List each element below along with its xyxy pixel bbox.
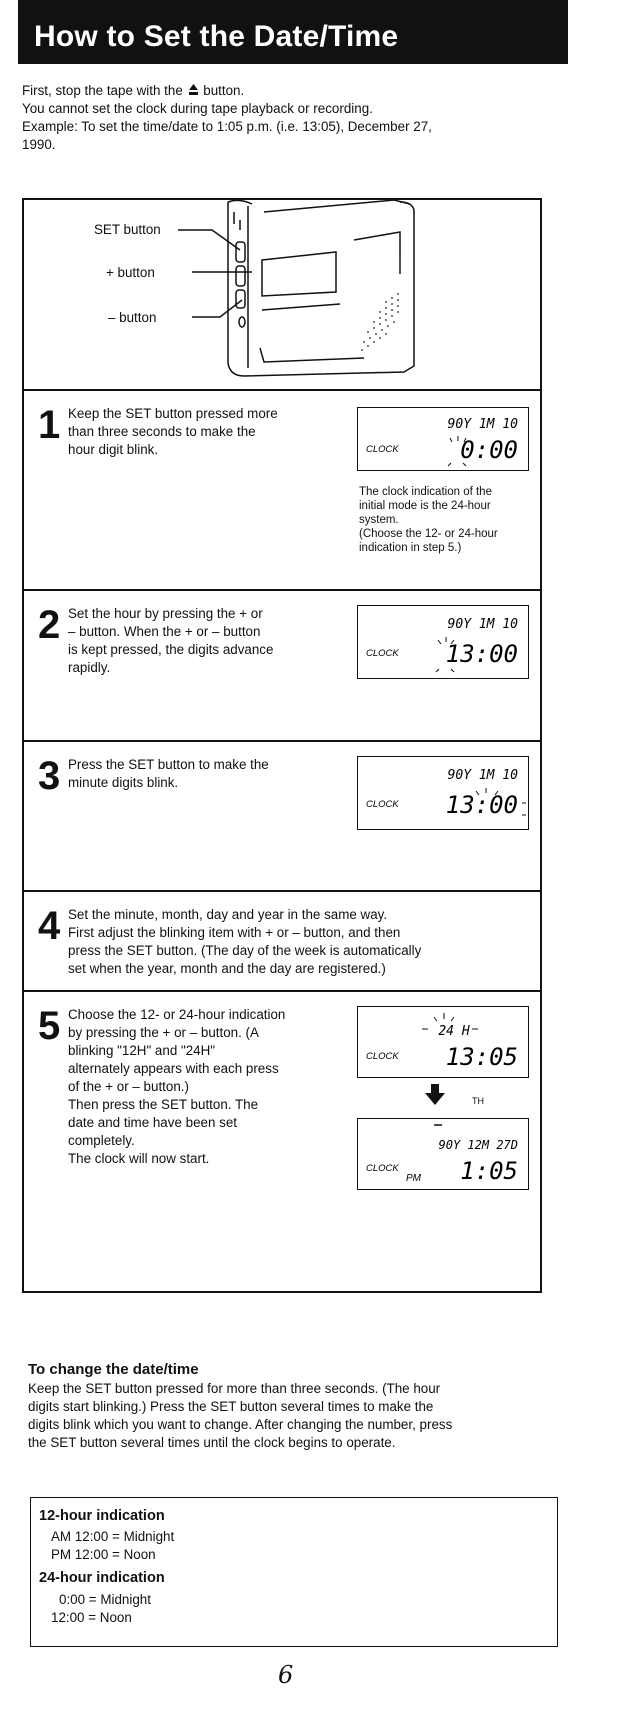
eject-icon xyxy=(189,84,198,96)
display-date: 90Y 1M 10 xyxy=(447,417,518,432)
display-date: 90Y 1M 10 xyxy=(447,768,518,783)
display-date: 90Y 1M 10 xyxy=(447,617,518,632)
device-diagram xyxy=(24,198,540,390)
12-hour-heading: 12-hour indication xyxy=(39,1508,165,1524)
step-2-text: Set the hour by pressing the + or – button. When the + or – button is kept pressed, the digits advance rapidly. xyxy=(68,606,274,675)
step-5-display-24h xyxy=(357,1006,529,1078)
display-time: 0:00 xyxy=(460,436,518,464)
step-4-text: Set the minute, month, day and year in the same way. First adjust the blinking item with + or – button, and then press the SET button. (The day of the week is automatically set when the year, month and the day are registered.) xyxy=(68,907,422,976)
step-4-number: 4 xyxy=(38,904,61,948)
display-clock-label: CLOCK xyxy=(366,444,399,455)
recorder-illustration xyxy=(164,198,424,388)
step-5-number: 5 xyxy=(38,1004,61,1048)
display-mode: 24 H xyxy=(438,1024,470,1039)
step-3 xyxy=(24,740,540,892)
page-number: 6 xyxy=(278,1661,294,1689)
24-hour-row-1: 0:00 = Midnight xyxy=(59,1592,151,1607)
display-ampm: PM xyxy=(406,1173,421,1184)
step-3-number: 3 xyxy=(38,754,61,798)
display-clock-label: CLOCK xyxy=(366,799,399,810)
step-3-text: Press the SET button to make the minute digits blink. xyxy=(68,757,269,790)
step-2 xyxy=(24,589,540,742)
12-hour-row-1: AM 12:00 = Midnight xyxy=(51,1529,175,1544)
display-time: 13:00 xyxy=(445,640,518,668)
intro-line-1: First, stop the tape with the button. xyxy=(22,83,245,98)
display-clock-label: CLOCK xyxy=(366,648,399,659)
change-text: Keep the SET button pressed for more than three seconds. (The hour digits start blinking.) Press the SET button several times to make the digits blink which you want to change. After changing the number, press the SET button several times until the clock begins to operate. xyxy=(28,1381,453,1450)
24-hour-row-2: 12:00 = Noon xyxy=(51,1610,132,1625)
step-2-number: 2 xyxy=(38,603,61,647)
step-1-note: The clock indication of the initial mode is the 24-hour system. (Choose the 12- or 24-hour indication in step 5.) xyxy=(359,486,498,554)
display-time: 13:00 xyxy=(445,791,518,819)
step-1 xyxy=(24,389,540,591)
indication-table xyxy=(30,1497,558,1647)
intro-line-4: 1990. xyxy=(22,137,56,152)
24-hour-heading: 24-hour indication xyxy=(39,1570,165,1586)
step-3-display xyxy=(357,756,529,830)
title-banner xyxy=(18,0,568,64)
plus-button-label: + button xyxy=(106,265,155,280)
step-4 xyxy=(24,890,540,992)
display-time: 1:05 xyxy=(460,1157,518,1185)
step-1-text: Keep the SET button pressed more than three seconds to make the hour digit blink. xyxy=(68,406,278,457)
set-button-label: SET button xyxy=(94,222,161,237)
display-clock-label: CLOCK xyxy=(366,1163,399,1174)
step-1-number: 1 xyxy=(38,403,61,447)
display-time: 13:05 xyxy=(445,1043,518,1071)
step-5 xyxy=(24,990,540,1295)
step-1-display xyxy=(357,407,529,471)
down-arrow-icon xyxy=(424,1084,446,1106)
day-of-week-label: TH xyxy=(472,1096,484,1106)
intro-line-2: You cannot set the clock during tape playback or recording. xyxy=(22,101,373,116)
step-2-display xyxy=(357,605,529,679)
step-5-text: Choose the 12- or 24-hour indication by pressing the + or – button. (A blinking "12H" and "24H" alternately appears with each press of the + or – button.) Then press the SET button. The date and time have been set completely. The clock will now start. xyxy=(68,1007,286,1166)
display-clock-label: CLOCK xyxy=(366,1051,399,1062)
minus-button-label: – button xyxy=(108,310,157,325)
instructions-box xyxy=(22,198,542,1293)
page-title: How to Set the Date/Time xyxy=(34,20,399,53)
intro-line-3: Example: To set the time/date to 1:05 p.m. (i.e. 13:05), December 27, xyxy=(22,119,432,134)
change-heading: To change the date/time xyxy=(28,1361,199,1378)
intro-text xyxy=(22,82,542,154)
step-5-display-final xyxy=(357,1118,529,1190)
display-date: 90Y 12M 27D xyxy=(438,1138,518,1152)
12-hour-row-2: PM 12:00 = Noon xyxy=(51,1547,156,1562)
